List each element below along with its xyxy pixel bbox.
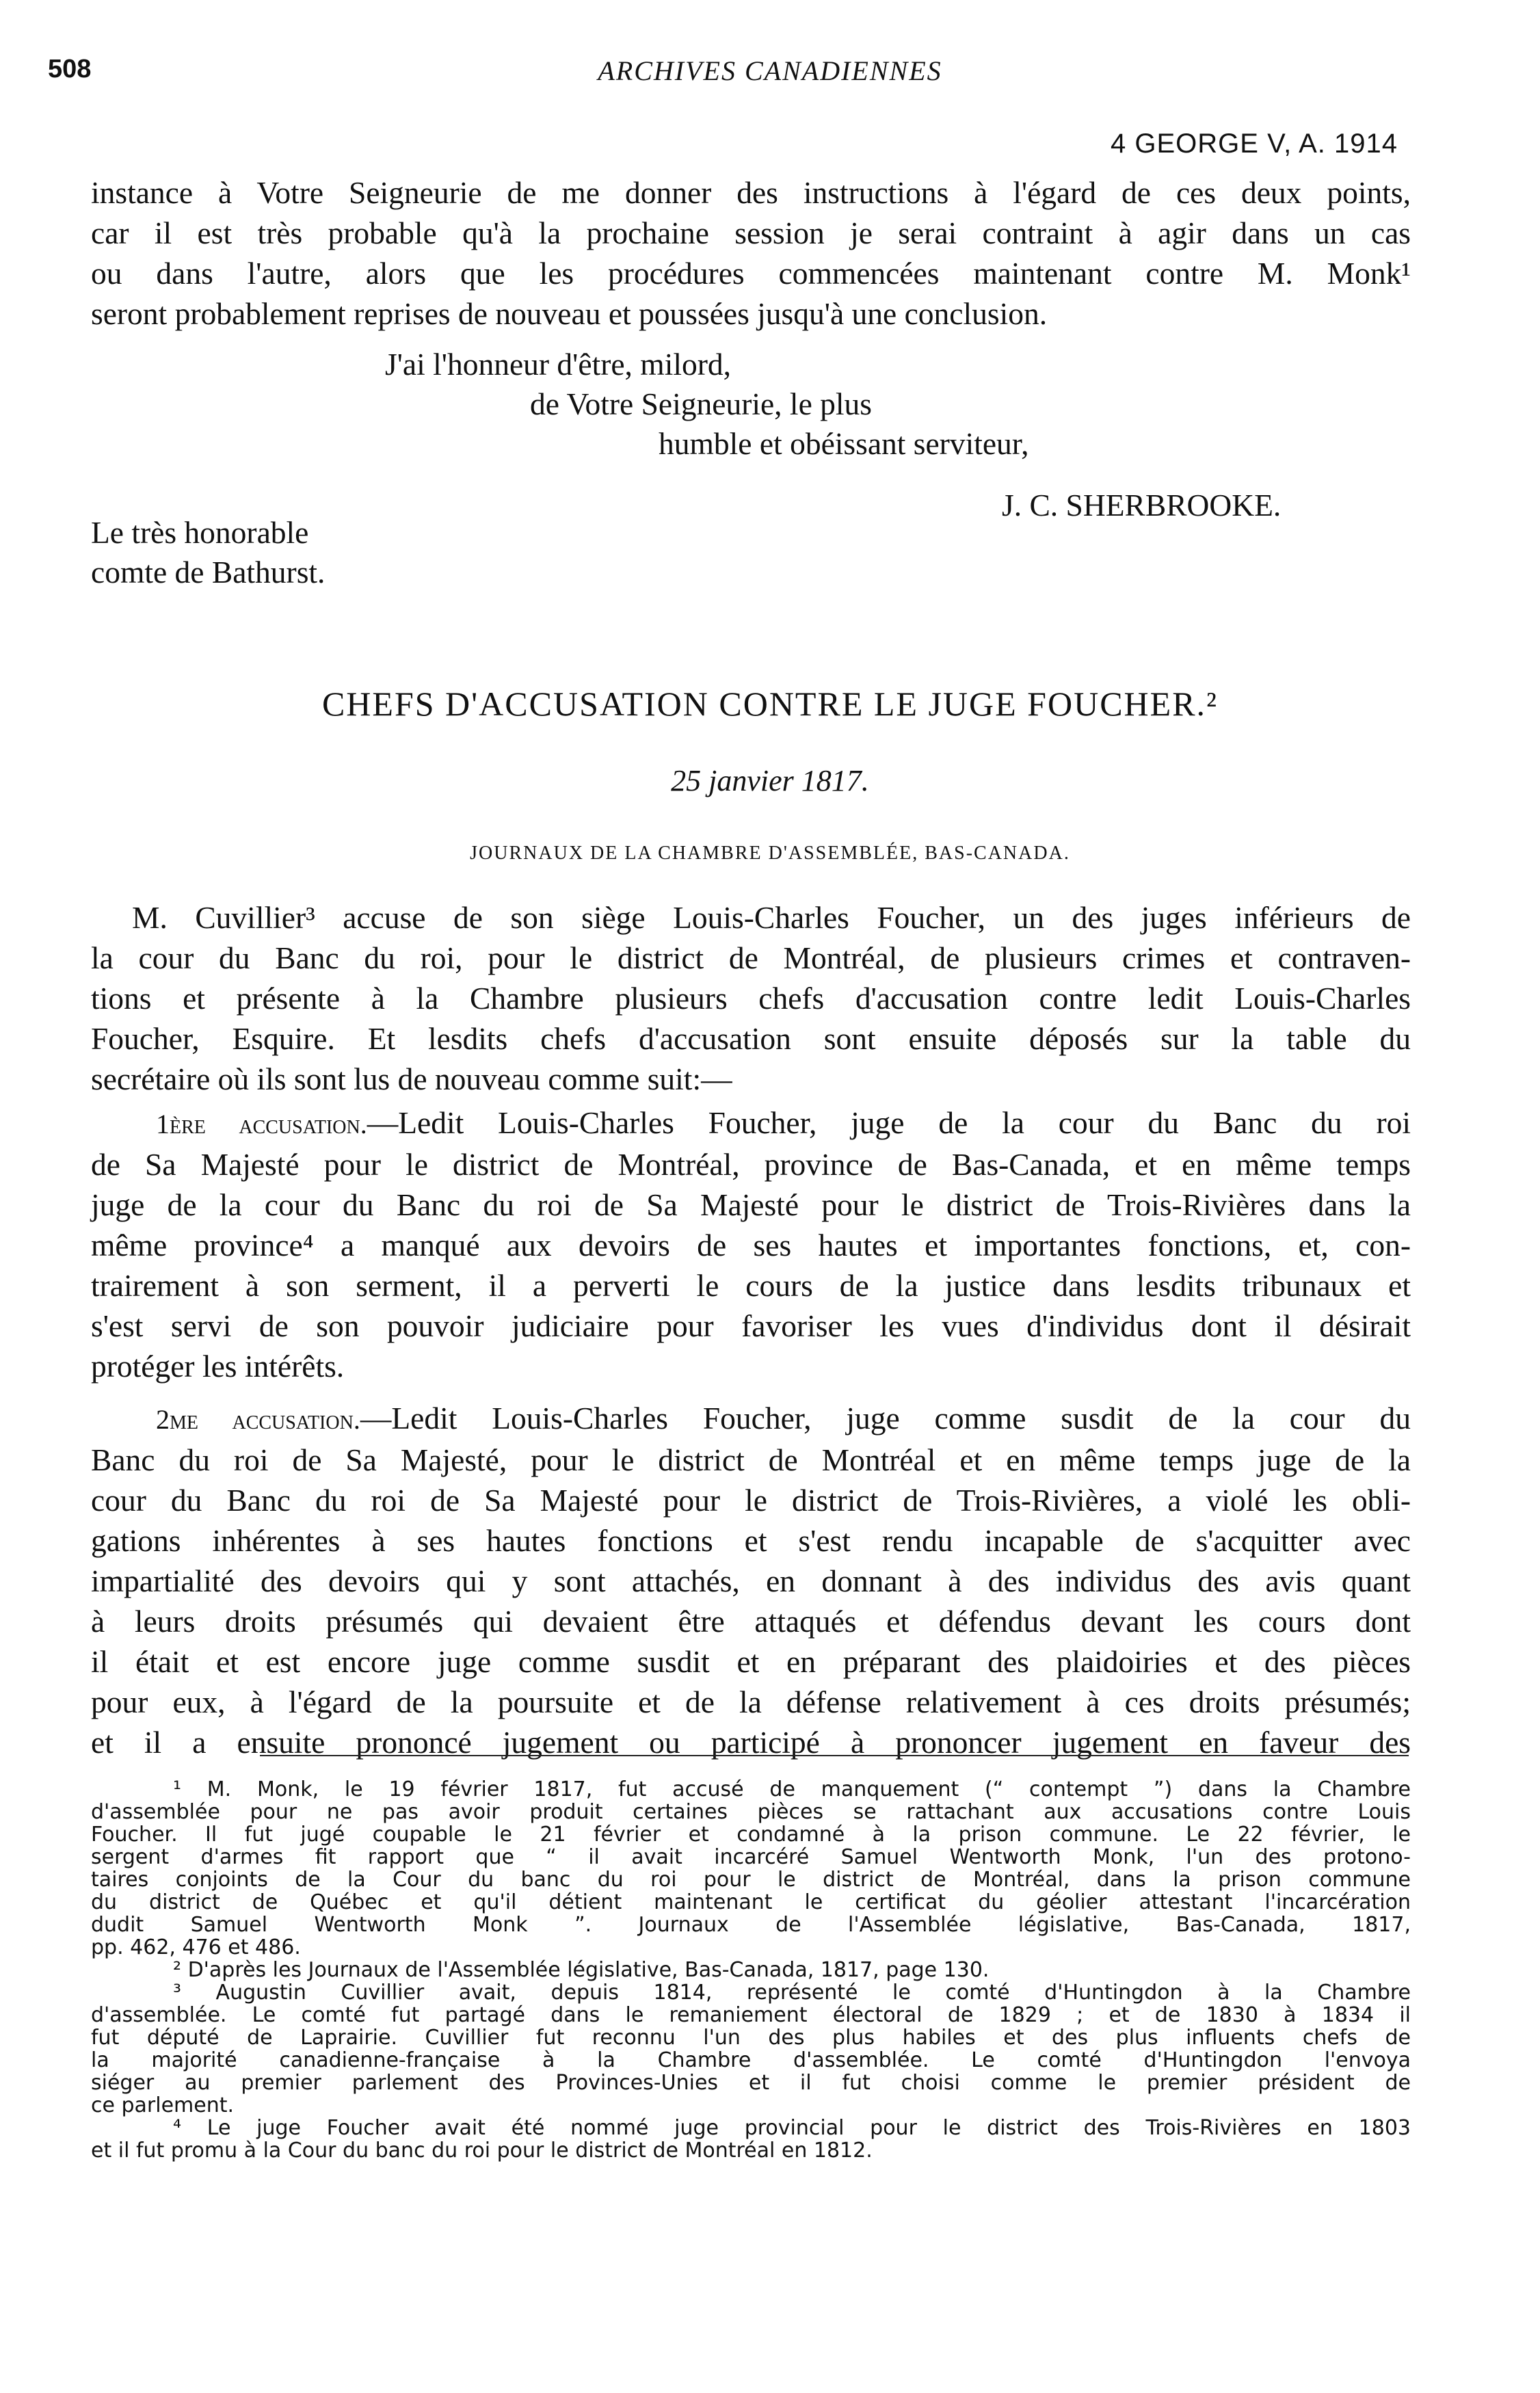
text-line: ou dans l'autre, alors que les procédures commencées maintenant contre M. Monk¹: [91, 256, 1411, 291]
text-line: protéger les intérêts.: [91, 1349, 345, 1384]
document-date: 25 janvier 1817.: [671, 764, 869, 797]
addressee-line: Le très honorable: [91, 515, 309, 550]
footnote-line: d'assemblée. Le comté fut partagé dans le remaniement électoral de 1829 ; et de 1830 à 1834 il: [91, 2003, 1411, 2027]
page-number: 508: [48, 55, 92, 83]
running-title: ARCHIVES CANADIENNES: [598, 55, 942, 86]
closing-line: J'ai l'honneur d'être, milord,: [385, 347, 732, 382]
text-line: M. Cuvillier³ accuse de son siège Louis-Charles Foucher, un des juges inférieurs de: [132, 900, 1411, 935]
footnote-line: pp. 462, 476 et 486.: [91, 1935, 301, 1959]
text-line: et il a ensuite prononcé jugement ou participé à prononcer jugement en faveur des: [91, 1725, 1411, 1760]
accusation-label: 1ère accusation.: [156, 1109, 367, 1139]
footnote-line: Foucher. Il fut jugé coupable le 21 février et condamné à la prison commune. Le 22 février, le: [91, 1823, 1411, 1847]
intro-paragraph: [91, 897, 1411, 1099]
accusation-label: 2me accusation.: [156, 1404, 360, 1435]
closing-line: de Votre Seigneurie, le plus: [530, 386, 872, 421]
text-line: [91, 1398, 1411, 1440]
text-line: gations inhérentes à ses hautes fonctions et s'est rendu incapable de s'acquitter avec: [91, 1523, 1411, 1558]
footnote-line: ce parlement.: [91, 2093, 235, 2117]
text-line: juge de la cour du Banc du roi de Sa Majesté pour le district de Trois-Rivières dans la: [91, 1187, 1411, 1222]
text-line: seront probablement reprises de nouveau et poussées jusqu'à une conclusion.: [91, 296, 1048, 331]
text-line: pour eux, à l'égard de la poursuite et de la défense relativement à ces droits présumés;: [91, 1684, 1411, 1719]
signature: J. C. SHERBROOKE.: [1002, 488, 1282, 523]
text-line: s'est servi de son pouvoir judiciaire pour favoriser les vues d'individus dont il désirait: [91, 1308, 1411, 1343]
footnote-line: dudit Samuel Wentworth Monk ”. Journaux de l'Assemblée législative, Bas-Canada, 1817,: [91, 1913, 1411, 1937]
footnote-line: et il fut promu à la Cour du banc du roi pour le district de Montréal en 1812.: [91, 2139, 873, 2163]
text-line: cour du Banc du roi de Sa Majesté pour le district de Trois-Rivières, a violé les obli-: [91, 1483, 1411, 1518]
text-line: Banc du roi de Sa Majesté, pour le district de Montréal et en même temps juge de la: [91, 1442, 1411, 1477]
footnote-line: d'assemblée pour ne pas avoir produit certaines pièces se rattachant aux accusations contre Louis: [91, 1800, 1411, 1824]
footnote-line: siéger au premier parlement des Provinces-Unies et il fut choisi comme le premier président de: [91, 2071, 1411, 2095]
text-line: impartialité des devoirs qui y sont attachés, en donnant à des individus des avis quant: [91, 1563, 1411, 1598]
footnote-line: ² D'après les Journaux de l'Assemblée législative, Bas-Canada, 1817, page 130.: [173, 1958, 990, 1982]
text-line: la cour du Banc du roi, pour le district de Montréal, de plusieurs crimes et contraven-: [91, 940, 1411, 975]
text-line: même province⁴ a manqué aux devoirs de ses hautes et importantes fonctions, et, con-: [91, 1228, 1411, 1262]
session-reference: 4 GEORGE V, A. 1914: [1111, 129, 1398, 159]
text-line: car il est très probable qu'à la prochaine session je serai contraint à agir dans un cas: [91, 215, 1411, 250]
footnote-line: sergent d'armes fit rapport que “ il avait incarcéré Samuel Wentworth Monk, l'un des protono-: [91, 1845, 1411, 1869]
footnote-divider: [260, 1755, 1409, 1756]
text-line: secrétaire où ils sont lus de nouveau comme suit:—: [91, 1061, 732, 1096]
accusation-2: [91, 1398, 1411, 1762]
accusation-text: —Ledit Louis-Charles Foucher, juge de la cour du Banc du roi: [367, 1105, 1411, 1140]
footnote-line: ¹ M. Monk, le 19 février 1817, fut accusé de manquement (“ contempt ”) dans la Chambre: [173, 1777, 1411, 1801]
footnote-line: ³ Augustin Cuvillier avait, depuis 1814, représenté le comté d'Huntingdon à la Chambre: [173, 1981, 1411, 2005]
closing-line: humble et obéissant serviteur,: [659, 426, 1029, 461]
text-line: [91, 1102, 1411, 1144]
text-line: de Sa Majesté pour le district de Montréal, province de Bas-Canada, et en même temps: [91, 1147, 1411, 1182]
document-title: CHEFS D'ACCUSATION CONTRE LE JUGE FOUCHER.²: [321, 685, 1219, 723]
text-line: trairement à son serment, il a perverti le cours de la justice dans lesdits tribunaux et: [91, 1268, 1411, 1303]
footnotes: [91, 1778, 1411, 2162]
text-line: à leurs droits présumés qui devaient être attaqués et défendus devant les cours dont: [91, 1604, 1411, 1639]
footnote-line: ⁴ Le juge Foucher avait été nommé juge provincial pour le district des Trois-Rivières en 1803: [173, 2116, 1411, 2140]
letter-conclusion: [91, 172, 1411, 334]
footnote-line: fut député de Laprairie. Cuvillier fut reconnu l'un des plus habiles et des plus influents chefs de: [91, 2026, 1411, 2050]
footnote-line: du district de Québec et qu'il détient maintenant le certificat du géolier attestant l'incarcération: [91, 1890, 1411, 1914]
document-source: JOURNAUX DE LA CHAMBRE D'ASSEMBLÉE, BAS-CANADA.: [470, 843, 1070, 864]
accusation-text: —Ledit Louis-Charles Foucher, juge comme susdit de la cour du: [360, 1401, 1411, 1436]
text-line: Foucher, Esquire. Et lesdits chefs d'accusation sont ensuite déposés sur la table du: [91, 1021, 1411, 1056]
footnote-line: la majorité canadienne-française à la Chambre d'assemblée. Le comté d'Huntingdon l'envoya: [91, 2048, 1411, 2072]
footnote-line: taires conjoints de la Cour du banc du roi pour le district de Montréal, dans la prison commune: [91, 1868, 1411, 1892]
accusation-1: [91, 1102, 1411, 1386]
text-line: instance à Votre Seigneurie de me donner des instructions à l'égard de ces deux points,: [91, 175, 1411, 210]
text-line: il était et est encore juge comme susdit et en préparant des plaidoiries et des pièces: [91, 1644, 1411, 1679]
text-line: tions et présente à la Chambre plusieurs chefs d'accusation contre ledit Louis-Charles: [91, 981, 1411, 1016]
addressee-line: comte de Bathurst.: [91, 555, 326, 590]
